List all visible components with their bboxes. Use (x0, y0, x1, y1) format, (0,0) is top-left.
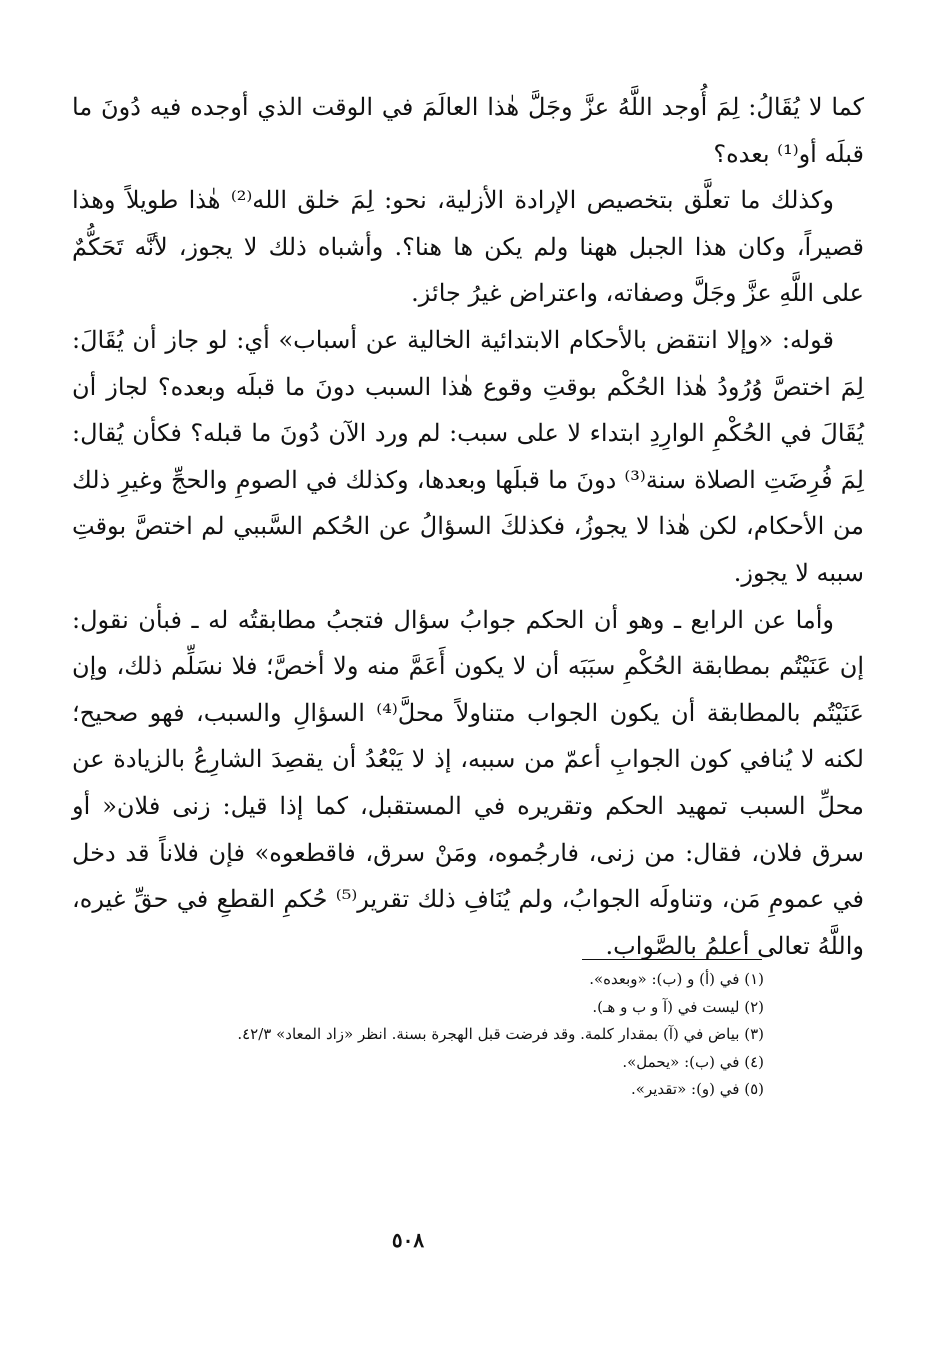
page-number: ٥٠٨ (391, 1228, 425, 1252)
footnote-5: (٥) في (و): «تقدير». (631, 1080, 764, 1098)
footnote-3: (٣) بياض في (آ) بمقدار كلمة. وقد فرضت قبل الهجرة بسنة. انظر «زاد المعاد» ٤٢/٣. (237, 1025, 764, 1043)
footnote-separator (582, 959, 762, 960)
footnote-4: (٤) في (ب): «يحمل». (622, 1052, 764, 1071)
paragraph-1: كما لا يُقَالُ: لِمَ أُوجد اللَّهُ عزَّ وجَلَّ هٰذا العالَمَ في الوقت الذي أوجده فيه دُونَ ما قبلَه أو⁽¹⁾ بعده؟ (72, 93, 864, 168)
footnotes (72, 966, 764, 1104)
paragraph-4: وأما عن الرابع ـ وهو أن الحكم جوابُ سؤال فتجبُ مطابقتُه له ـ فبأن نقول: إن عَنَيْتُم بمطابقة الحُكْمِ سبَبَه أن لا يكون أَعَمَّ منه ولا أخصَّ؛ فلا نسَلِّم ذلك، وإن عَنَيْتُم بالمطابقة أن يكون الجواب متناولاً محلَّ⁽⁴⁾ السؤالِ والسبب، فهو صحيح؛ لكنه لا يُنافي كون الجوابِ أعمّ من سببه، إذ لا يَبْعُدُ أن يقصِدَ الشارِعُ بالزيادة عن محلِّ السبب تمهيد الحكم وتقريره في المستقبل، كما إذا قيل: زنى فلان« أو سرق فلان، فقال: من زنى، فارجُموه، ومَنْ سرق، فاقطعوه» فإن فلاناً قد دخل في عمومِ مَن، وتناولَه الجوابُ، ولم يُنَافِ ذلك تقرير⁽⁵⁾ حُكمِ القطعِ في حقِّ غيره، واللَّهُ تعالى أعلمُ بالصَّواب. (72, 605, 864, 960)
paragraph-3: قوله: «وإلا انتقض بالأحكام الابتدائية الخالية عن أسباب» أي: لو جاز أن يُقَالَ: لِمَ اختصَّ وُرُودُ هٰذا الحُكْم بوقتِ وقوع هٰذا السبب دونَ ما قبلَه وبعده؟ لجاز أن يُقَالَ في الحُكْمِ الوارِدِ ابتداء لا على سبب: لم ورد الآن دُونَ ما قبله؟ فكأن يُقال: لِمَ فُرِضَتِ الصلاة سنة⁽³⁾ دونَ ما قبلَها وبعدها، وكذلك في الصومِ والحجِّ وغيرِ ذلك من الأحكام، لكن هٰذا لا يجوزُ، فكذلكَ السؤالُ عن الحُكم السَّببي لم اختصَّ بوقتِ سببه لا يجوز. (72, 325, 864, 587)
main-text (72, 84, 864, 969)
footnote-1: (١) في (أ) و (ب): «وبعده». (589, 970, 764, 988)
paragraph-2: وكذلك ما تعلَّق بتخصيص الإرادة الأزلية، نحو: لِمَ خلق الله⁽²⁾ هٰذا طويلاً وهذا قصيراً، وكان هذا الجبل ههنا ولم يكن ها هنا؟. وأشباه ذلك لا يجوز، لأنَّه تَحَكُّمٌ على اللَّهِ عزَّ وجَلَّ وصفاته، واعتراض غيرُ جائز. (72, 186, 864, 308)
footnote-2: (٢) ليست في (آ و ب و هـ). (592, 997, 764, 1016)
